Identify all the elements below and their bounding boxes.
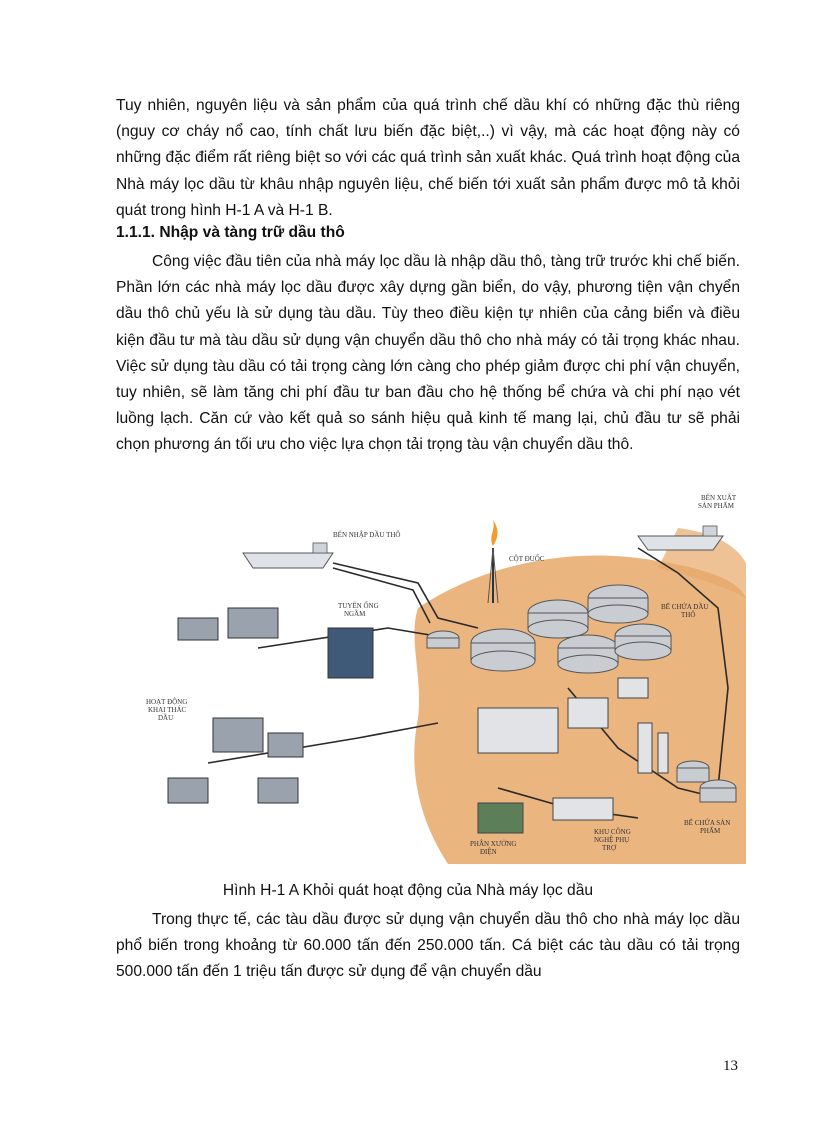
label-export-dock-2: SẢN PHẨM (698, 502, 734, 510)
refinery-illustration (118, 488, 746, 864)
label-power-1: PHÂN XƯỞNG (470, 840, 517, 848)
label-pipeline-2: NGẦM (344, 610, 366, 618)
label-process-3: TRỢ (602, 844, 616, 852)
section-paragraph: Công việc đầu tiên của nhà máy lọc dầu là nhập dầu thô, tàng trữ trước khi chế biến. Phần lớn các nhà máy lọc dầu được xây dựng gần biển, do vậy, phương tiện vận chyển dầu thô chủ yếu là sử dụng tàu dầu. Tùy theo điều kiện tự nhiên của cảng biển và điều kiện đầu tư mà tàu dầu sử dụng vận chuyển dầu thô cho nhà máy có tải trọng khác nhau. Việc sử dụng tàu dầu có tải trọng càng lớn càng cho phép giảm được chi phí vận chuyển, tuy nhiên, sẽ làm tăng chi phí đầu tư ban đầu cho hệ thống bể chứa và chi phí nạo vét luồng lạch. Căn cứ vào kết quả so sánh hiệu quả kinh tế mang lại, chủ đầu tư sẽ phải chọn phương án tối ưu cho việc lựa chọn tải trọng tàu vận chuyển dầu thô. (116, 253, 740, 454)
label-export-dock-1: BẾN XUẤT (701, 494, 737, 502)
label-process-1: KHU CÔNG (594, 828, 631, 836)
page-number: 13 (723, 1058, 738, 1074)
label-offshore-2: KHAI THÁC (148, 706, 187, 714)
label-product-tank-1: BỂ CHỨA SẢN (684, 819, 731, 827)
intro-paragraph: Tuy nhiên, nguyên liệu và sản phẩm của quá trình chế dầu khí có những đặc thù riêng (nguy cơ cháy nổ cao, tính chất lưu biến đặc biệt,..) vì vậy, mà các hoạt động này có những đặc điểm rất riêng biệt so với các quá trình sản xuất khác. Quá trình hoạt động của Nhà máy lọc dầu từ khâu nhập nguyên liệu, chế biến tới xuất sản phẩm được mô tả khỏi quát trong hình H-1 A và H-1 B. (116, 97, 740, 219)
label-flare: CỘT ĐUỐC (509, 555, 545, 563)
label-offshore-1: HOẠT ĐỘNG (146, 698, 188, 706)
label-process-2: NGHỆ PHỤ (594, 836, 630, 844)
label-power-2: ĐIỆN (480, 848, 497, 856)
label-offshore-3: DẦU (158, 714, 174, 722)
after-figure-paragraph: Trong thực tế, các tàu dầu được sử dụng vận chuyển dầu thô cho nhà máy lọc dầu phổ biến trong khoảng từ 60.000 tấn đến 250.000 tấn. Cá biệt các tàu dầu có tải trọng 500.000 tấn đến 1 triệu tấn được sử dụng để vận chuyển dầu (116, 911, 740, 981)
figure-caption: Hình H-1 A Khỏi quát hoạt động của Nhà máy lọc dầu (222, 882, 594, 899)
section-heading: 1.1.1. Nhập và tàng trữ dầu thô (116, 224, 345, 241)
label-product-tank-2: PHẨM (700, 827, 721, 835)
label-import-dock: BẾN NHẬP DẦU THÔ (333, 531, 401, 539)
label-crude-tank-2: THÔ (681, 611, 696, 619)
label-pipeline-1: TUYẾN ỐNG (338, 602, 379, 610)
label-crude-tank-1: BỂ CHỨA DẦU (661, 603, 709, 611)
